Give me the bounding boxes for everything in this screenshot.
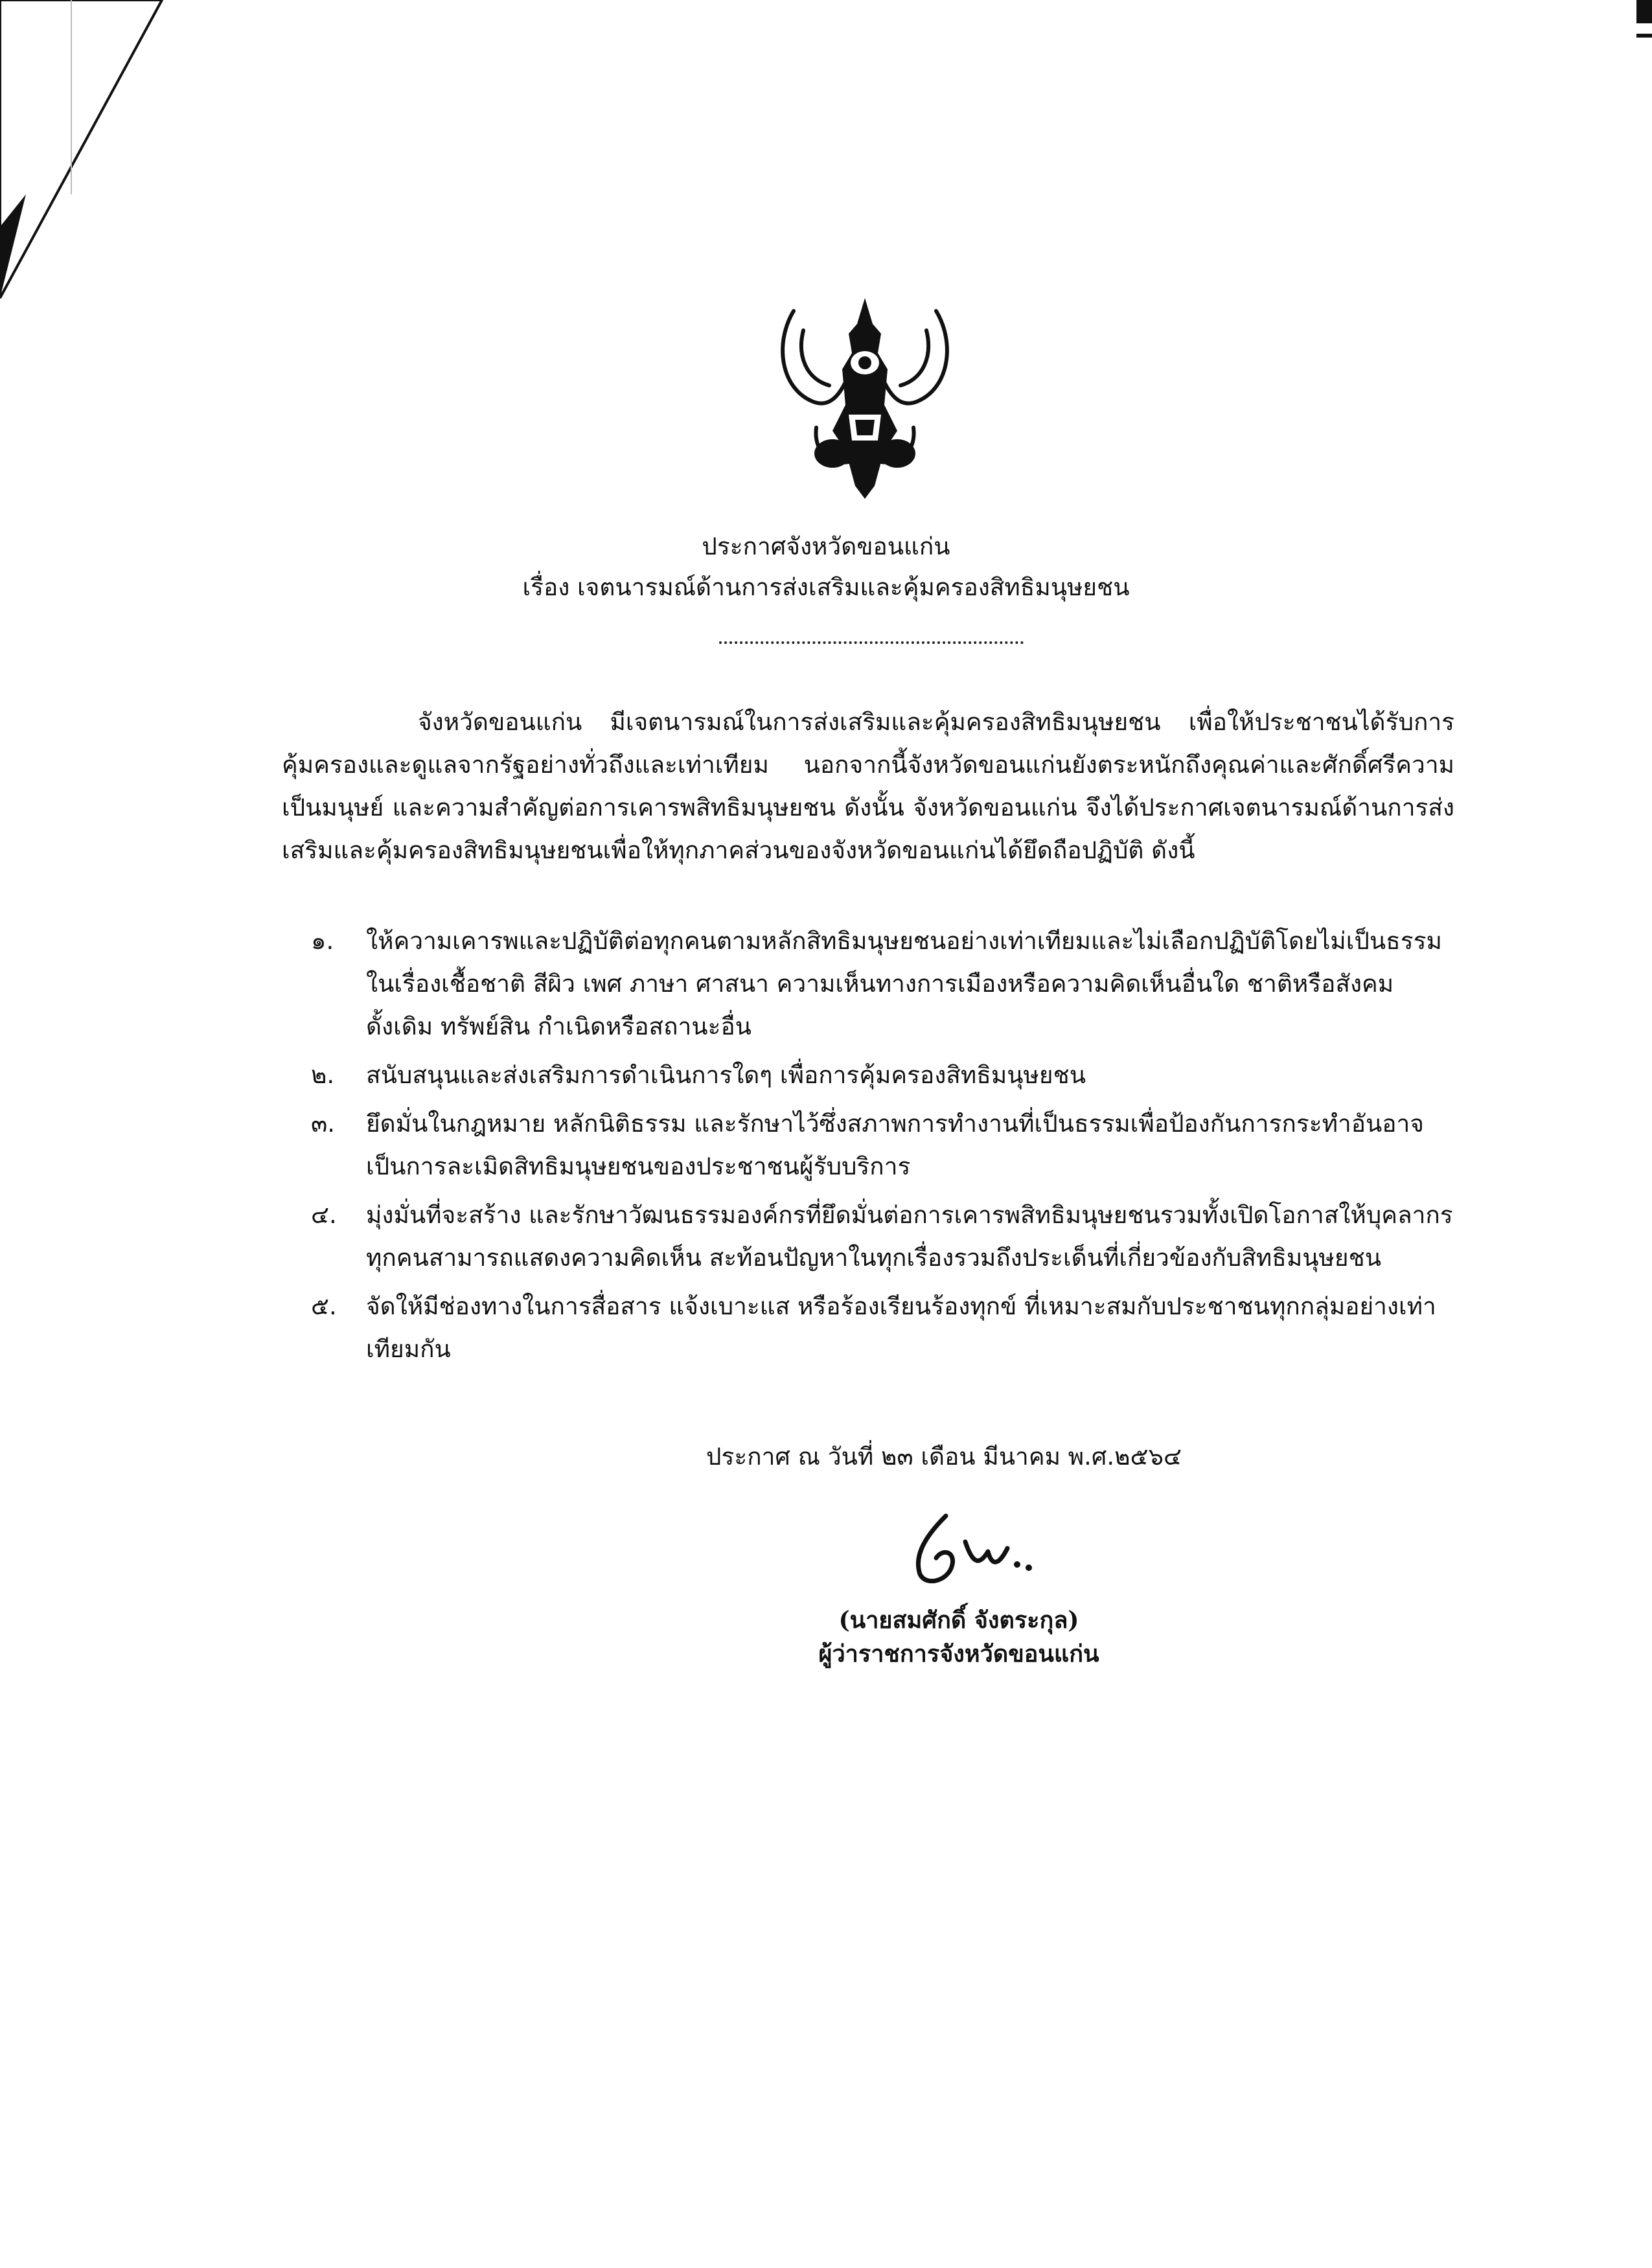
announcement-date: ประกาศ ณ วันที่ ๒๓ เดือน มีนาคม พ.ศ.๒๕๖๔	[706, 1443, 1182, 1471]
list-item	[282, 1194, 1454, 1279]
list-item	[282, 920, 1454, 1048]
signer-title: ผู้ว่าราชการจังหวัดขอนแก่น	[818, 1640, 1099, 1667]
item-text: สนับสนุนและส่งเสริมการดำเนินการใดๆ เพื่อการคุ้มครองสิทธิมนุษยชน	[366, 1061, 1086, 1089]
item-text: มุ่งมั่นที่จะสร้าง และรักษาวัฒนธรรมองค์กรที่ยึดมั่นต่อการเคารพสิทธิมนุษยชนรวมทั้งเปิดโอกาสให้บุคลากรทุกคนสามารถแสดงความคิดเห็น สะท้อนปัญหาในทุกเรื่องรวมถึงประเด็นที่เกี่ยวข้องกับสิทธิมนุษยชน	[366, 1201, 1453, 1272]
intro-paragraph	[282, 701, 1454, 872]
handwritten-signature	[888, 1503, 1056, 1594]
title-separator	[719, 641, 1024, 644]
item-number: ๑.	[311, 927, 334, 955]
item-list	[282, 920, 1454, 1377]
scan-fold-mark	[0, 0, 168, 304]
document-title: ประกาศจังหวัดขอนแก่น	[702, 533, 950, 560]
item-number: ๕.	[311, 1292, 337, 1320]
signer-block	[797, 1603, 1121, 1671]
list-item	[282, 1054, 1454, 1097]
intro-text: จังหวัดขอนแก่น มีเจตนารมณ์ในการส่งเสริมและคุ้มครองสิทธิมนุษยชน เพื่อให้ประชาชนได้รับการคุ้มครองและดูแลจากรัฐอย่างทั่วถึงและเท่าเทียม นอกจากนี้จังหวัดขอนแก่นยังตระหนักถึงคุณค่าและศักดิ์ศรีความเป็นมนุษย์ และความสำคัญต่อการเคารพสิทธิมนุษยชน ดังนั้น จังหวัดขอนแก่น จึงได้ประกาศเจตนารมณ์ด้านการส่งเสริมและคุ้มครองสิทธิมนุษยชนเพื่อให้ทุกภาคส่วนของจังหวัดขอนแก่นได้ยึดถือปฏิบัติ ดังนี้	[282, 708, 1454, 864]
item-number: ๒.	[311, 1061, 335, 1089]
scan-edge-mark	[1636, 34, 1652, 38]
list-item	[282, 1103, 1454, 1188]
garuda-emblem	[768, 292, 962, 505]
item-text: จัดให้มีช่องทางในการสื่อสาร แจ้งเบาะแส หรือร้องเรียนร้องทุกข์ ที่เหมาะสมกับประชาชนทุกกลุ่มอย่างเท่าเทียมกัน	[366, 1292, 1436, 1363]
item-number: ๓.	[311, 1110, 336, 1138]
scan-edge-mark	[1636, 0, 1652, 23]
item-text: ยึดมั่นในกฎหมาย หลักนิติธรรม และรักษาไว้ซึ่งสภาพการทำงานที่เป็นธรรมเพื่อป้องกันการกระทำอันอาจเป็นการละเมิดสิทธิมนุษยชนของประชาชนผู้รับบริการ	[366, 1110, 1424, 1180]
item-text: ให้ความเคารพและปฏิบัติต่อทุกคนตามหลักสิทธิมนุษยชนอย่างเท่าเทียมและไม่เลือกปฏิบัติโดยไม่เป็นธรรมในเรื่องเชื้อชาติ สีผิว เพศ ภาษา ศาสนา ความเห็นทางการเมืองหรือความคิดเห็นอื่นใด ชาติหรือสังคมดั้งเดิม ทรัพย์สิน กำเนิดหรือสถานะอื่น	[366, 927, 1442, 1040]
document-subject: เรื่อง เจตนารมณ์ด้านการส่งเสริมและคุ้มครองสิทธิมนุษยชน	[522, 573, 1130, 601]
list-item	[282, 1285, 1454, 1371]
signer-name: (นายสมศักดิ์ จังตระกุล)	[838, 1607, 1079, 1634]
item-number: ๔.	[311, 1201, 337, 1229]
